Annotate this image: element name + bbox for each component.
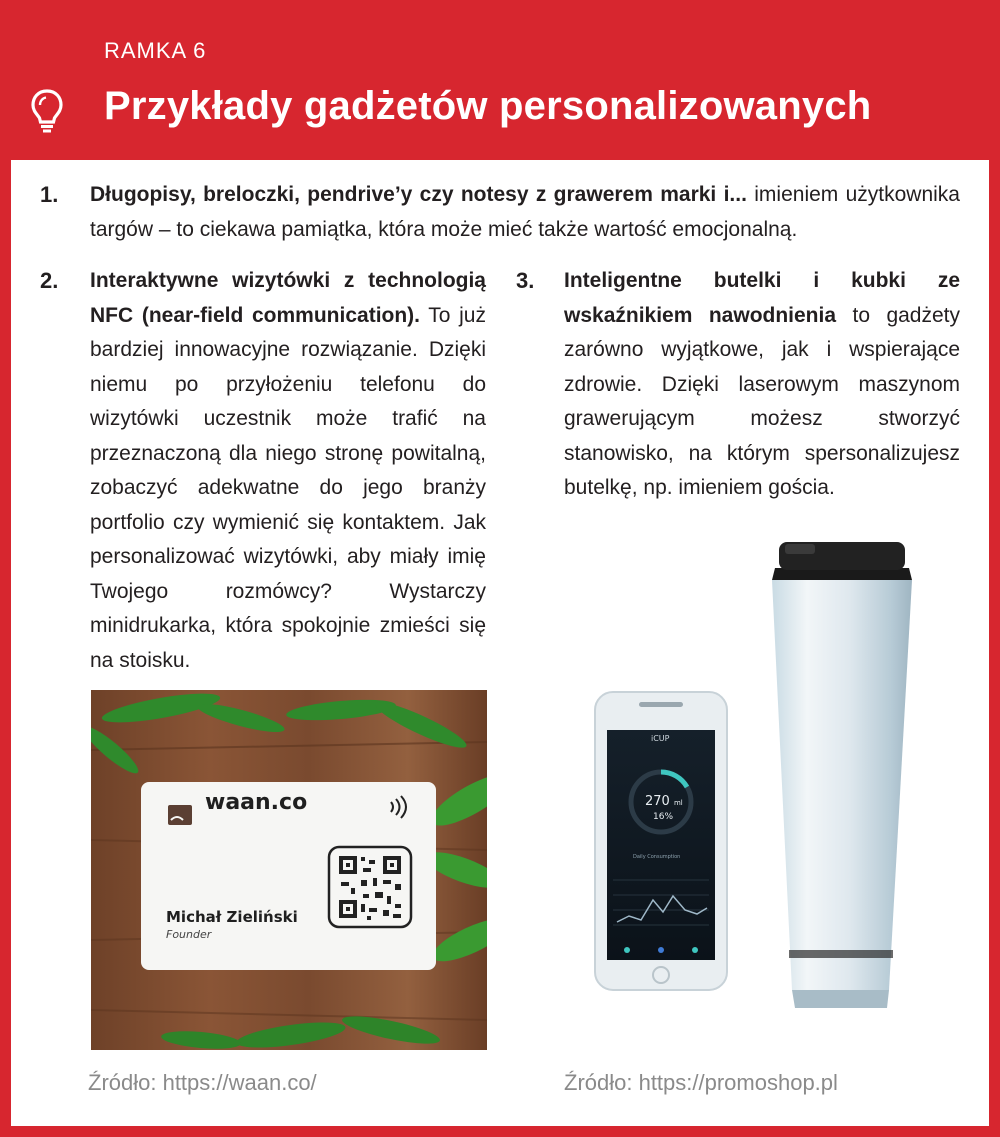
app-percent: 16% xyxy=(653,812,674,822)
item-1-number: 1. xyxy=(40,182,59,207)
app-volume-value: 270 xyxy=(645,794,670,809)
lightbulb-icon xyxy=(30,88,64,134)
card-role: Founder xyxy=(166,928,212,941)
item-3-body: to gadżety zarówno wyjątkowe, jak i wspierające zdrowie. Dzięki laserowym maszynom grawerującym możesz stworzyć stanowisko, na którym spersonalizujesz butelkę, np. imieniem gościa. xyxy=(564,303,960,499)
item-1-body: imieniem użytkownika targów – to ciekawa pamiątka, która może mieć także wartość emocjonalną. xyxy=(90,183,960,241)
bottle-photo-source: Źródło: https://promoshop.pl xyxy=(564,1070,838,1095)
card-photo-source: Źródło: https://waan.co/ xyxy=(88,1070,317,1095)
box-label: RAMKA 6 xyxy=(104,38,207,63)
item-2-body: To już bardziej innowacyjne rozwiązanie. Dzięki niemu po przyłożeniu telefonu do wizytówki uczestnik może trafić na przeznaczoną dla niego stronę powitalną, zobaczyć adekwatne do jego branży portfolio czy wymienić się kontaktem. Jak personalizować wizytówki, aby miały imię Twojego rozmówcy? Wystarczy minidrukarka, która spokojnie zmieści się na stoisku. xyxy=(90,303,486,672)
card-name: Michał Zieliński xyxy=(166,908,298,926)
card-brand: waan.co xyxy=(205,790,308,815)
item-3-bold: Inteligentne butelki i kubki ze wskaźnikiem nawodnienia xyxy=(564,269,960,327)
bottle-and-phone-illustration xyxy=(567,530,967,1050)
item-1-text xyxy=(90,178,960,247)
item-2-bold: Interaktywne wizytówki z technologią NFC (near-field communication). xyxy=(90,269,486,327)
app-volume xyxy=(645,794,683,809)
box-title: Przykłady gadżetów personalizowanych xyxy=(104,84,872,128)
item-1-bold: Długopisy, breloczki, pendrive’y czy notesy z grawerem marki i... xyxy=(90,183,747,206)
item-2-number: 2. xyxy=(40,268,59,293)
item-3-number: 3. xyxy=(516,268,535,293)
item-3-text xyxy=(564,264,960,506)
app-volume-unit: ml xyxy=(673,799,683,807)
wood-background xyxy=(91,690,487,1050)
smart-bottle-photo xyxy=(567,530,967,1050)
app-title: iCUP xyxy=(651,734,670,743)
item-2-text xyxy=(90,264,486,678)
app-daily-label: Daily Consumption xyxy=(633,854,681,860)
business-card-photo xyxy=(91,690,487,1050)
